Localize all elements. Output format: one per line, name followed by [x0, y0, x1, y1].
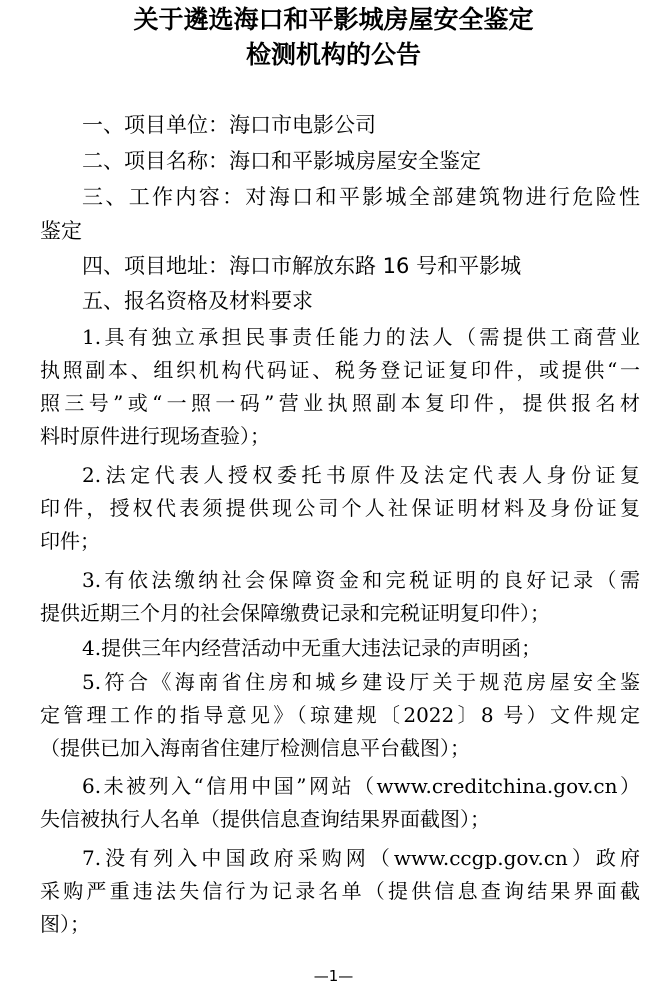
- document-title-line-2: 检测机构的公告: [245, 40, 421, 69]
- requirement-2-line-3: 印件；: [40, 529, 100, 553]
- section-qualification-heading: 五、报名资格及材料要求: [82, 289, 313, 313]
- requirement-5-line-1: 5.符合《海南省住房和城乡建设厅关于规范房屋安全鉴: [82, 670, 640, 694]
- requirement-7-line-3: 图）；: [40, 912, 90, 936]
- section-project-unit: 一、项目单位：海口市电影公司: [82, 113, 376, 137]
- requirement-6-line-1: 6.未被列入“信用中国”网站（www.creditchina.gov.cn）: [82, 774, 640, 798]
- requirement-5-line-2: 定管理工作的指导意见》（琼建规〔2022〕8 号）文件规定: [40, 703, 640, 727]
- requirement-1-line-1: 1.具有独立承担民事责任能力的法人（需提供工商营业: [82, 325, 640, 349]
- document-title-line-1: 关于遴选海口和平影城房屋安全鉴定: [133, 5, 534, 34]
- requirement-1-line-4: 料时原件进行现场查验）；: [40, 424, 270, 448]
- requirement-6-line-2: 失信被执行人名单（提供信息查询结果界面截图）；: [40, 807, 490, 831]
- requirement-7-line-2: 采购严重违法失信行为记录名单（提供信息查询结果界面截: [40, 879, 640, 903]
- page-number: —1—: [313, 967, 354, 985]
- section-work-content-line-1: 三、工作内容：对海口和平影城全部建筑物进行危险性: [82, 185, 640, 209]
- requirement-3-line-2: 提供近期三个月的社会保障缴费记录和完税证明复印件）；: [40, 601, 550, 625]
- requirement-4-line-1: 4.提供三年内经营活动中无重大违法记录的声明函；: [82, 636, 542, 660]
- requirement-1-line-3: 照三号”或“一照一码”营业执照副本复印件，提供报名材: [40, 391, 640, 415]
- requirement-1-line-2: 执照副本、组织机构代码证、税务登记证复印件，或提供“一: [40, 358, 640, 382]
- section-project-name: 二、项目名称：海口和平影城房屋安全鉴定: [82, 149, 481, 173]
- requirement-2-line-1: 2.法定代表人授权委托书原件及法定代表人身份证复: [82, 463, 640, 487]
- requirement-3-line-1: 3.有依法缴纳社会保障资金和完税证明的良好记录（需: [82, 568, 640, 592]
- section-work-content-line-2: 鉴定: [40, 219, 82, 243]
- requirement-5-line-3: （提供已加入海南省住建厅检测信息平台截图）；: [40, 736, 470, 760]
- requirement-7-line-1: 7.没有列入中国政府采购网（www.ccgp.gov.cn）政府: [82, 846, 640, 870]
- requirement-2-line-2: 印件，授权代表须提供现公司个人社保证明材料及身份证复: [40, 496, 640, 520]
- section-project-address: 四、项目地址：海口市解放东路 16 号和平影城: [82, 254, 522, 278]
